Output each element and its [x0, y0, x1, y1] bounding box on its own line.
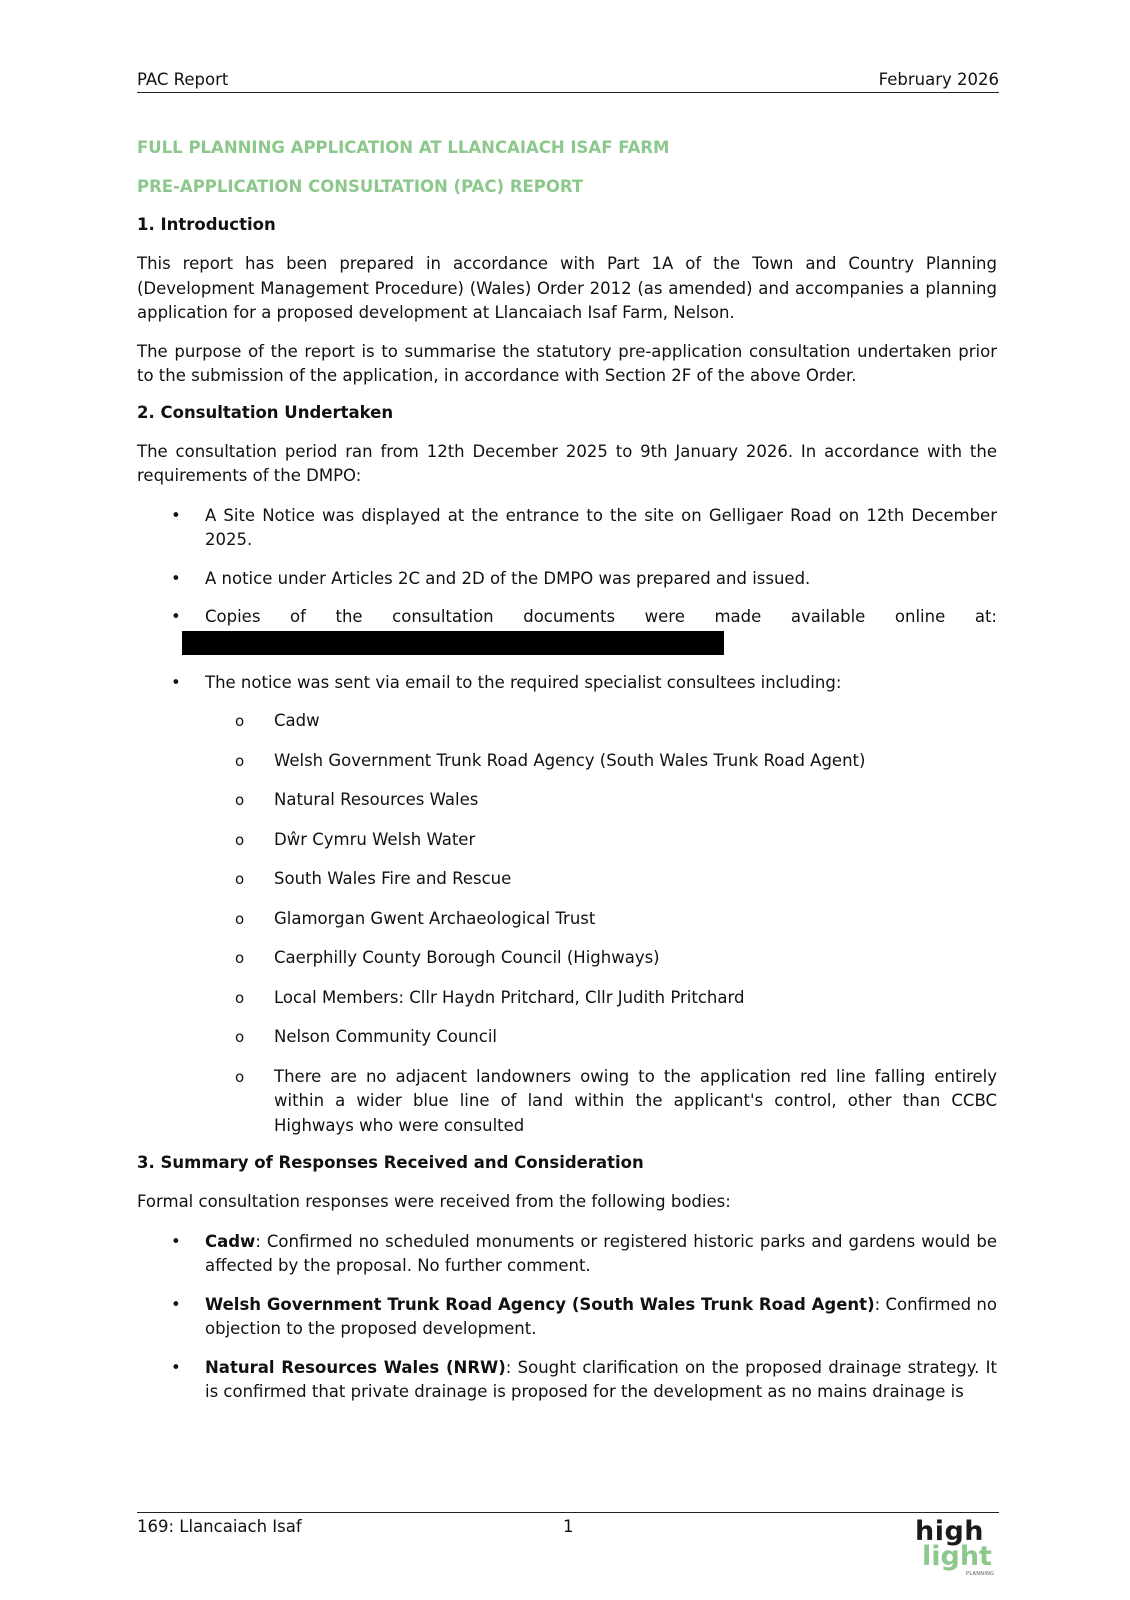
document-body — [137, 138, 997, 1419]
redacted-link — [182, 631, 724, 655]
document-subtitle: PRE-APPLICATION CONSULTATION (PAC) REPORT — [137, 177, 584, 196]
list-item — [137, 986, 997, 1011]
bullet-icon: • — [171, 1231, 181, 1251]
intro-paragraph-2: The purpose of the report is to summarise the statutory pre-application consultation undertaken prior to the submission of the application, in accordance with Section 2F of the above Order. — [137, 341, 997, 385]
header-date: February 2026 — [878, 70, 999, 89]
list-item — [137, 567, 997, 592]
list-item — [137, 671, 997, 696]
page-header — [137, 70, 999, 93]
bullet-icon: • — [171, 1357, 181, 1377]
bullet-text: Copies of the consultation documents were made available online at: — [205, 607, 997, 626]
sub-bullet-icon: o — [235, 909, 245, 928]
response-body-name: Cadw — [205, 1231, 256, 1251]
response-body-name: Natural Resources Wales (NRW) — [205, 1357, 506, 1377]
highlight-planning-logo — [915, 1518, 995, 1580]
consultee-name: Glamorgan Gwent Archaeological Trust — [274, 908, 596, 928]
consultee-name: Welsh Government Trunk Road Agency (South Wales Trunk Road Agent) — [274, 750, 866, 770]
consultee-name: There are no adjacent landowners owing to the application red line falling entirely within a wider blue line of land within the applicant's control, other than CCBC Highways who were consulted — [274, 1066, 997, 1135]
bullet-icon: • — [171, 607, 181, 626]
bullet-text: The notice was sent via email to the required specialist consultees including: — [205, 672, 842, 692]
list-item — [137, 1065, 997, 1139]
list-item — [137, 504, 997, 553]
bullet-icon: • — [171, 505, 181, 525]
list-item — [137, 1356, 997, 1405]
intro-paragraph-1: This report has been prepared in accordance with Part 1A of the Town and Country Planning (Development Management Procedure) (Wales) Order 2012 (as amended) and accompanies a planning application for a proposed development at Llancaiach Isaf Farm, Nelson. — [137, 254, 997, 322]
response-text: : Confirmed no scheduled monuments or registered historic parks and gardens would be affected by the proposal. No further comment. — [205, 1231, 997, 1275]
list-item — [137, 1293, 997, 1342]
consultation-paragraph: The consultation period ran from 12th December 2025 to 9th January 2026. In accordance with the requirements of the DMPO: — [137, 441, 997, 485]
document-title: FULL PLANNING APPLICATION AT LLANCAIACH ISAF FARM — [137, 138, 670, 157]
footer-reference: 169: Llancaiach Isaf — [137, 1517, 302, 1536]
logo-word-light: light — [922, 1541, 992, 1572]
list-item — [137, 828, 997, 853]
list-item — [137, 1025, 997, 1050]
consultee-name: Local Members: Cllr Haydn Pritchard, Cllr Judith Pritchard — [274, 987, 745, 1007]
sub-bullet-icon: o — [235, 751, 245, 770]
response-text: : Sought clarification on the proposed drainage strategy. It is confirmed that private drainage is proposed for the development as no mains drainage is — [205, 1357, 997, 1401]
response-text: : Confirmed no objection to the proposed development. — [205, 1294, 997, 1338]
responses-intro: Formal consultation responses were received from the following bodies: — [137, 1192, 731, 1211]
consultee-name: Natural Resources Wales — [274, 790, 479, 809]
logo-word-high: high — [915, 1516, 985, 1547]
section-heading-responses: 3. Summary of Responses Received and Consideration — [137, 1153, 644, 1172]
consultee-name: Dŵr Cymru Welsh Water — [274, 829, 476, 849]
bullet-text: A Site Notice was displayed at the entrance to the site on Gelligaer Road on 12th December 2025. — [205, 505, 997, 549]
consultee-name: South Wales Fire and Rescue — [274, 869, 512, 888]
consultee-name: Caerphilly County Borough Council (Highways) — [274, 948, 660, 967]
response-body-name: Welsh Government Trunk Road Agency (South Wales Trunk Road Agent) — [205, 1294, 875, 1314]
list-item — [137, 749, 997, 774]
list-item — [137, 709, 997, 734]
sub-bullet-icon: o — [235, 870, 245, 888]
sub-bullet-icon: o — [235, 1067, 245, 1086]
consultee-name: Nelson Community Council — [274, 1027, 497, 1046]
header-left: PAC Report — [137, 70, 229, 89]
list-item — [137, 867, 997, 892]
bullet-icon: • — [171, 1294, 181, 1314]
consultee-name: Cadw — [274, 711, 320, 730]
logo-word-planning: PLANNING — [966, 1571, 995, 1577]
bullet-text: A notice under Articles 2C and 2D of the DMPO was prepared and issued. — [205, 568, 811, 588]
list-item — [137, 788, 997, 813]
list-item — [137, 1230, 997, 1279]
page-number: 1 — [563, 1517, 574, 1536]
section-heading-introduction: 1. Introduction — [137, 215, 276, 234]
sub-bullet-icon: o — [235, 712, 245, 730]
list-item — [137, 907, 997, 932]
bullet-icon: • — [171, 672, 181, 692]
sub-bullet-icon: o — [235, 949, 245, 967]
consultation-bullet-list — [137, 504, 997, 696]
consultee-list — [137, 709, 997, 1138]
sub-bullet-icon: o — [235, 791, 245, 809]
bullet-icon: • — [171, 568, 181, 588]
list-item — [137, 946, 997, 971]
section-heading-consultation: 2. Consultation Undertaken — [137, 402, 394, 422]
sub-bullet-icon: o — [235, 830, 245, 849]
list-item — [137, 605, 997, 655]
sub-bullet-icon: o — [235, 1028, 245, 1046]
responses-bullet-list — [137, 1230, 997, 1405]
sub-bullet-icon: o — [235, 988, 245, 1007]
